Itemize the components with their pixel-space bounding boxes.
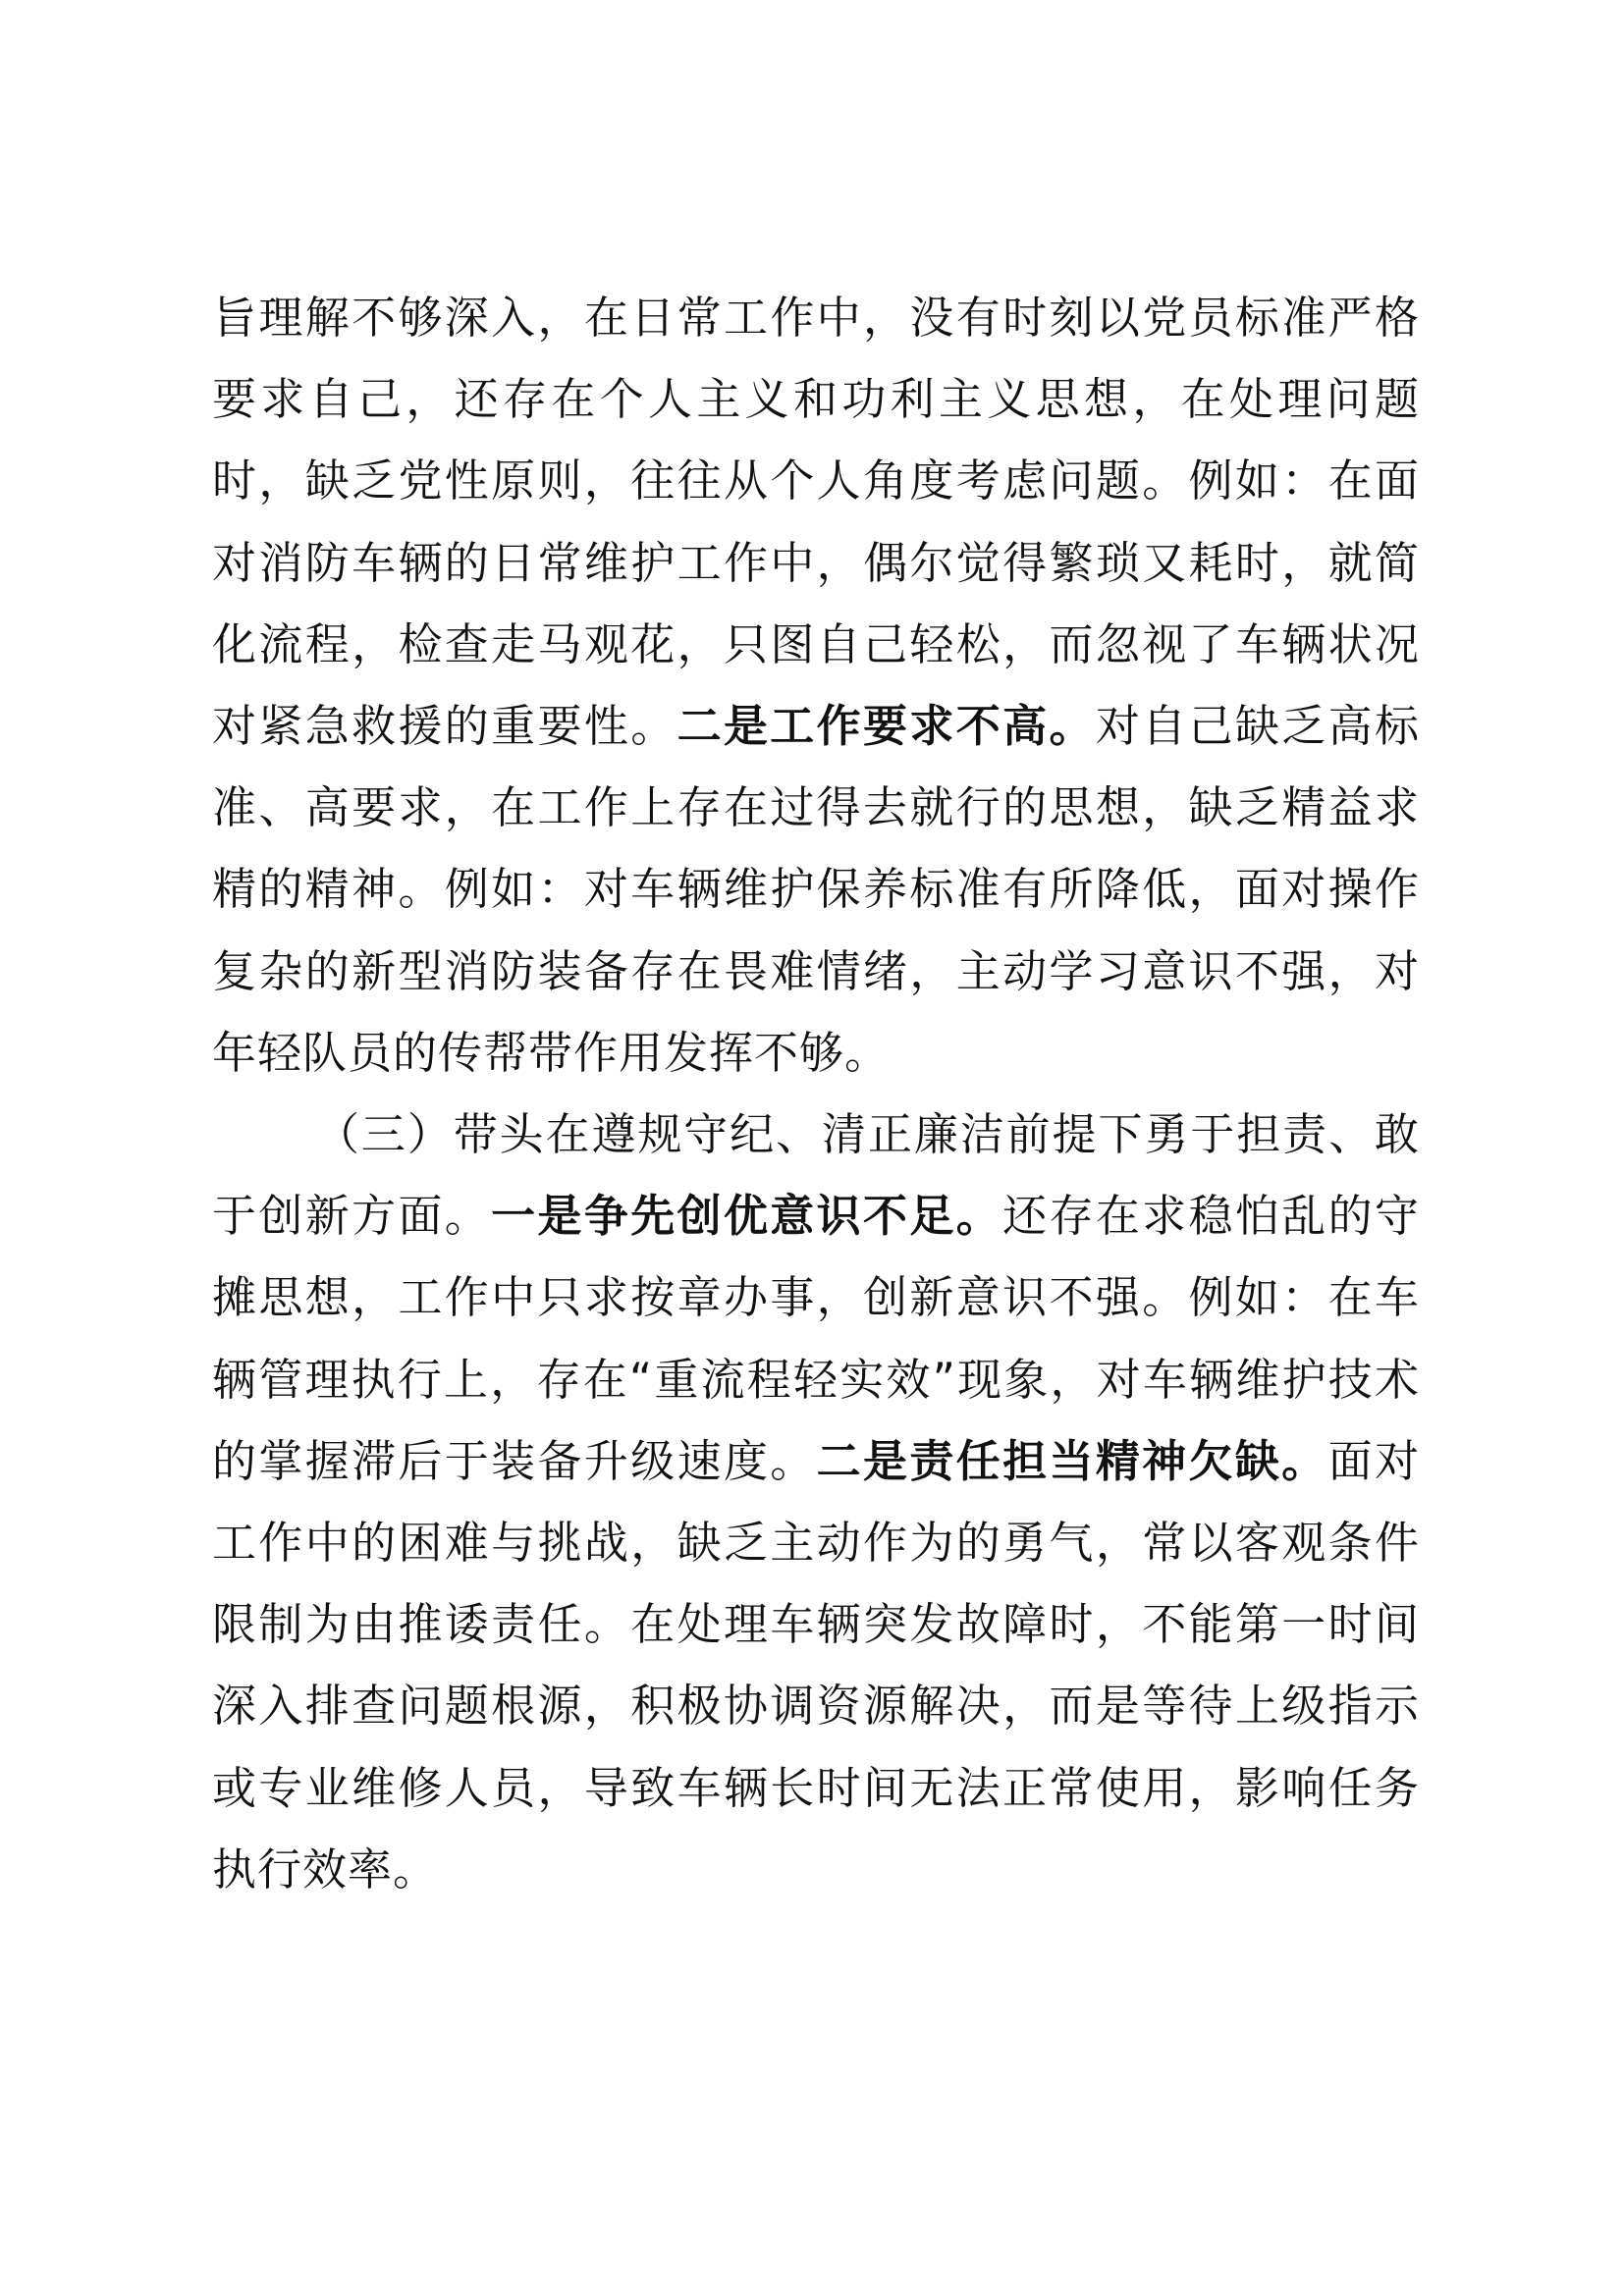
- document-body: [212, 277, 1420, 1910]
- paragraph-1-text-3: 对自己缺乏高标准、高要求，在工作上存在过得去就行的思想，缺乏精益求精的精神。例如：对车辆维护保养标准有所降低，面对操作复杂的新型消防装备存在畏难情绪，主动学习意识不强，对年轻队员的传帮带作用发挥不够。: [212, 700, 1420, 1079]
- paragraph-2: [212, 1094, 1420, 1910]
- paragraph-2-heading-2: 二是责任担当精神欠缺。: [816, 1434, 1328, 1487]
- paragraph-2-text-3: 面对工作中的困难与挑战，缺乏主动作为的勇气，常以客观条件限制为由推诿责任。在处理车辆突发故障时，不能第一时间深入排查问题根源，积极协调资源解决，而是等待上级指示或专业维修人员，导致车辆长时间无法正常使用，影响任务执行效率。: [212, 1434, 1420, 1896]
- paragraph-1-text-1: 旨理解不够深入，在日常工作中，没有时刻以党员标准严格要求自己，还存在个人主义和功利主义思想，在处理问题时，缺乏党性原则，往往从个人角度考虑问题。例如：在面对消防车辆的日常维护工作中，偶尔觉得繁琐又耗时，就简化流程，检查走马观花，只图自己轻松，而忽视了车辆状况对紧急救援的重要性。: [212, 292, 1420, 753]
- paragraph-2-text-2: 还存在求稳怕乱的守摊思想，工作中只求按章办事，创新意识不强。例如：在车辆管理执行上，存在“重流程轻实效”现象，对车辆维护技术的掌握滞后于装备升级速度。: [212, 1190, 1420, 1487]
- paragraph-2-text-1: （三）带头在遵规守纪、清正廉洁前提下勇于担责、敢于创新方面。: [212, 1108, 1420, 1243]
- paragraph-1-heading-2: 二是工作要求不高。: [676, 700, 1096, 753]
- paragraph-2-heading-1: 一是争先创优意识不足。: [491, 1190, 1003, 1243]
- paragraph-1: [212, 277, 1420, 1094]
